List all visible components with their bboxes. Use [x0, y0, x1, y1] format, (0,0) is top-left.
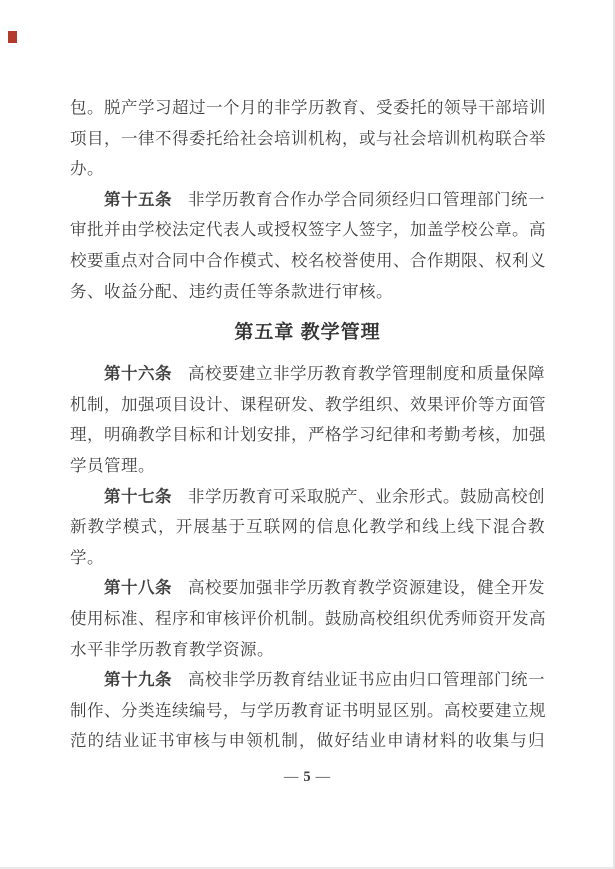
body-text-line: 学。: [70, 547, 104, 567]
body-text-line: 务、收益分配、违约责任等条款进行审核。: [70, 281, 393, 301]
article-19-line: [70, 665, 545, 696]
article-text: 非学历教育可采取脱产、业余形式。鼓励高校创: [188, 486, 545, 506]
chapter-heading: 第五章 教学管理: [234, 322, 381, 344]
body-text-line: 学员管理。: [70, 455, 155, 475]
body-text-line: 范的结业证书审核与申领机制，做好结业申请材料的收集与归: [70, 731, 545, 751]
body-text-line: 校要重点对合同中合作模式、校名校誉使用、合作期限、权利义: [70, 250, 546, 270]
article-number-label: 第十七条: [104, 487, 172, 506]
article-text: 高校非学历教育结业证书应由归口管理部门统一: [188, 670, 545, 690]
body-text-line: 水平非学历教育教学资源。: [70, 639, 274, 659]
article-number-label: 第十八条: [104, 579, 172, 598]
article-18-line: [70, 573, 545, 604]
body-text-line: 审批并由学校法定代表人或授权签字人签字，加盖学校公章。高: [70, 220, 546, 240]
red-stamp-mark: [8, 31, 17, 43]
article-text: 非学历教育合作办学合同须经归口管理部门统一: [188, 189, 545, 209]
article-number-label: 第十九条: [104, 671, 172, 690]
body-text-line: 新教学模式，开展基于互联网的信息化教学和线上线下混合教: [70, 517, 545, 537]
article-15-line: [70, 185, 545, 216]
body-text-line: 制作、分类连续编号，与学历教育证书明显区别。高校要建立规: [70, 700, 546, 720]
body-text-line: 项目，一律不得委托给社会培训机构，或与社会培训机构联合举: [70, 128, 546, 148]
article-number-label: 第十六条: [104, 365, 172, 384]
page-number-dash: —: [283, 768, 300, 785]
body-text-line: 包。脱产学习超过一个月的非学历教育、受委托的领导干部培训: [70, 98, 546, 117]
article-text: 高校要建立非学历教育教学管理制度和质量保障: [188, 364, 545, 384]
article-16-line: [70, 359, 545, 390]
page-number: [70, 765, 545, 789]
article-17-line: [70, 482, 545, 513]
page-number-dash: —: [315, 768, 332, 785]
body-text-line: 机制，加强项目设计、课程研发、教学组织、效果评价等方面管: [70, 394, 546, 414]
article-text: 高校要加强非学历教育教学资源建设，健全开发: [188, 578, 545, 598]
page-number-value: 5: [303, 768, 312, 785]
body-text-line: 理，明确教学目标和计划安排，严格学习纪律和考勤考核，加强: [70, 425, 546, 445]
body-text-line: 办。: [70, 159, 104, 179]
page-body: [70, 93, 545, 789]
body-text-line: 使用标准、程序和审核评价机制。鼓励高校组织优秀师资开发高: [70, 608, 546, 628]
article-number-label: 第十五条: [104, 190, 172, 209]
